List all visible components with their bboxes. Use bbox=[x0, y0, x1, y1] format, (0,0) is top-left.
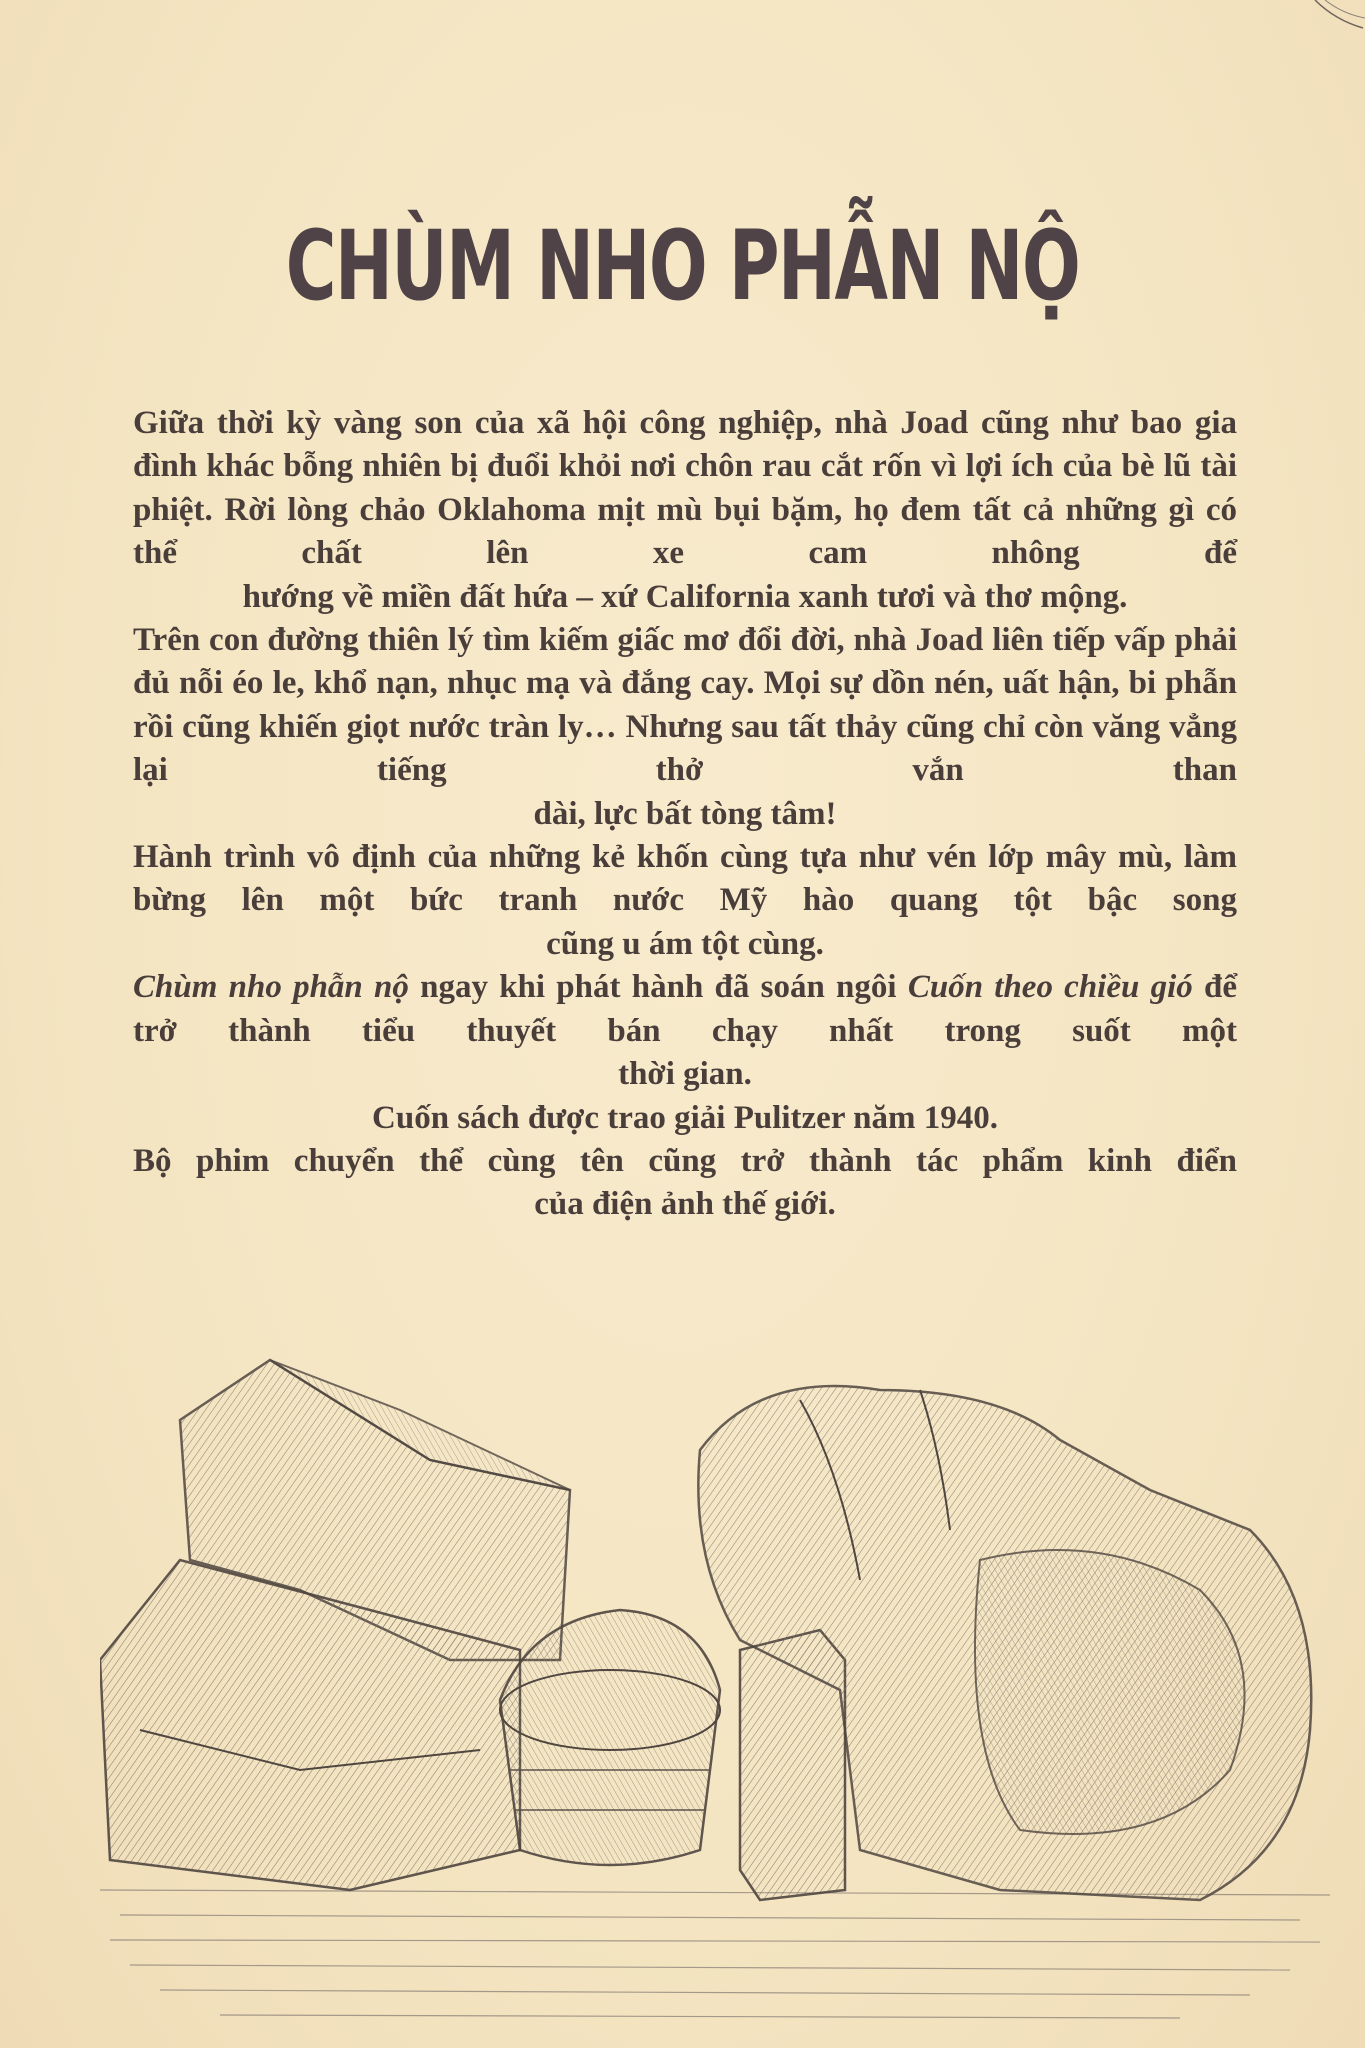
synopsis-paragraph-1-end: hướng về miền đất hứa – xứ California xanh tươi và thơ mộng. bbox=[242, 578, 1128, 615]
synopsis bbox=[133, 402, 1237, 1227]
bundles-sketch-illustration bbox=[100, 1330, 1330, 2030]
synopsis-paragraph-2: Trên con đường thiên lý tìm kiếm giấc mơ đổi đời, nhà Joad liên tiếp vấp phải đủ nỗi éo le, khổ nạn, nhục mạ và đắng cay. Mọi sự dồn nén, uất hận, bi phẫn rồi cũng khiến giọt nước tràn ly… Nhưng sau tất thảy cũng chỉ còn văng vẳng lại tiếng thở vắn than bbox=[133, 622, 1237, 789]
film-note-end: của điện ảnh thế giới. bbox=[534, 1186, 836, 1223]
film-note: Bộ phim chuyển thể cùng tên cũng trở thành tác phẩm kinh điển bbox=[133, 1142, 1237, 1179]
paragraph-4-rest: để trở thành tiểu thuyết bán chạy nhất trong suốt một bbox=[133, 969, 1238, 1049]
other-book-title-italic: Cuốn theo chiều gió bbox=[907, 969, 1193, 1006]
award-note: Cuốn sách được trao giải Pulitzer năm 1940. bbox=[372, 1099, 998, 1136]
synopsis-paragraph-4 bbox=[133, 966, 1237, 1053]
book-title: CHÙM NHO PHẪN NỘ bbox=[285, 210, 1080, 322]
synopsis-paragraph-2-end: dài, lực bất tòng tâm! bbox=[533, 795, 837, 832]
paragraph-4-mid: ngay khi phát hành đã soán ngôi bbox=[408, 969, 908, 1006]
synopsis-paragraph-4-end: thời gian. bbox=[618, 1056, 752, 1093]
corner-sketch-mark bbox=[1285, 0, 1365, 60]
book-title-italic: Chùm nho phẫn nộ bbox=[133, 969, 409, 1006]
synopsis-paragraph-1: Giữa thời kỳ vàng son của xã hội công nghiệp, nhà Joad cũng như bao gia đình khác bỗng nhiên bị đuổi khỏi nơi chôn rau cắt rốn vì lợi ích của bè lũ tài phiệt. Rời lòng chảo Oklahoma mịt mù bụi bặm, họ đem tất cả những gì có thể chất lên xe cam nhông để bbox=[133, 405, 1237, 572]
synopsis-paragraph-3: Hành trình vô định của những kẻ khốn cùng tựa như vén lớp mây mù, làm bừng lên một bức tranh nước Mỹ hào quang tột bậc song bbox=[133, 839, 1237, 919]
synopsis-paragraph-3-end: cũng u ám tột cùng. bbox=[546, 925, 824, 962]
